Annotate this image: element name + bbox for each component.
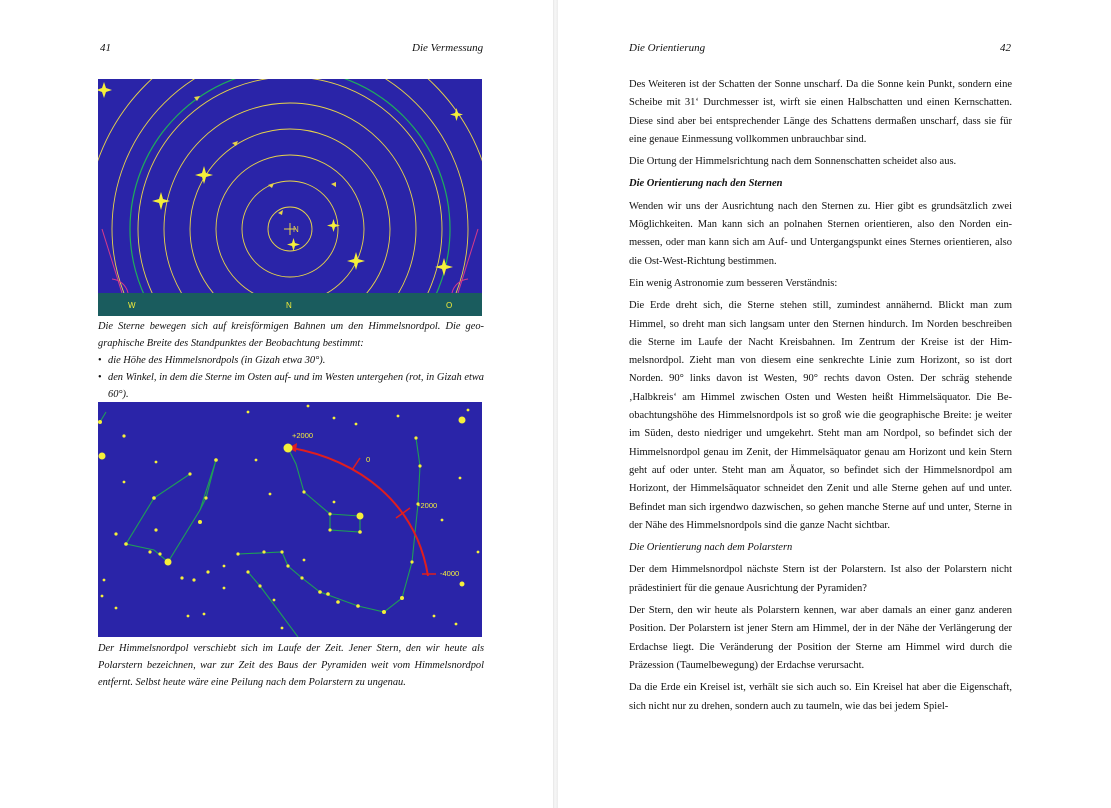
star [328, 512, 331, 515]
epoch-label: +2000 [292, 431, 314, 440]
section-subheading: Die Orientierung nach dem Polarstern [629, 542, 793, 554]
star [441, 519, 444, 522]
star [198, 520, 202, 524]
star [328, 528, 331, 531]
star [400, 596, 404, 600]
paragraph: Der Stern, den wir heute als Polarstern kennen, war aber damals an einer ganz anderen Position. Der Polarstern ist jener Stern am Himmel, der in der Nähe der Verlängerung der Erdachse liegt. Die Veränderung der Position der Sterne am Himmel wird durch die Präzession (Taumelbewegung) der Erdachse verursacht. [629, 605, 1012, 671]
star [355, 423, 358, 426]
star [467, 409, 470, 412]
paragraph: Ein wenig Astronomie zum besseren Verständnis: [629, 277, 838, 289]
star [382, 610, 386, 614]
star [223, 587, 226, 590]
star [433, 615, 436, 618]
star [397, 415, 400, 418]
paragraph: Da die Erde ein Kreisel ist, verhält sie sich auch so. Ein Kreisel hat aber die Eigenschaft, sich nicht nur zu drehen, sondern auch zu taumeln, wie das bei jedem Spiel- [629, 682, 1012, 712]
epoch-label: 0 [366, 455, 371, 464]
star [333, 417, 336, 420]
paragraph: Des Weiteren ist der Schatten der Sonne unscharf. Da die Sonne kein Punkt, sondern eine Scheibe mit 31‘ Durchmesser ist, wirft sie einen Halbschatten und einen Kernschatten. Diese sind aber bei entsprechender Länge des Schattens dermaßen unscharf, dass sie für eine genaue Einmessung vollkommen unbrauchbar sind. [629, 79, 1012, 145]
figure1-caption [98, 318, 484, 403]
star [101, 595, 104, 598]
running-title-left: Die Vermessung [412, 42, 484, 54]
star-trails-svg [98, 79, 482, 316]
star [122, 434, 125, 437]
star [280, 550, 283, 553]
star [414, 436, 417, 439]
section-heading: Die Orientierung nach den Sternen [629, 178, 783, 190]
star [455, 623, 458, 626]
star [103, 579, 106, 582]
star [115, 607, 118, 610]
star [99, 453, 106, 460]
caption-bullet: • den Winkel, in dem die Sterne im Osten auf- und im Westen untergehen (rot, in Gizah etwa 60°). [98, 369, 484, 403]
star [148, 550, 151, 553]
star [180, 576, 183, 579]
star [303, 559, 306, 562]
star [357, 513, 364, 520]
star [155, 461, 158, 464]
star [255, 459, 258, 462]
star [154, 528, 157, 531]
star [281, 627, 284, 630]
paragraph: Die Erde dreht sich, die Sterne stehen still, zumindest annähernd. Blickt man zum Himmel, so dreht man sich langsam unter den Sternen hindurch. Im Norden beschreiben die Sterne im Laufe der Nacht Kreisbahnen. Im Zentrum der Kreise ist der Himmelsnordpol. Zieht man von diesem eine senkrechte Linie zum Horizont, so ist dort Norden. 90° links davon ist Westen, 90° rechts davon Osten. Der schräg stehende ‚Halbkreis‘ am Himmel zwischen Osten und Westen heißt Himmelsäquator. Die Beobachtungshöhe des Himmelsnordpols ist so groß wie die geographische Breite: je weiter im Süden, desto niedriger und umgekehrt. Steht man am Nordpol, so befindet sich der Himmelsnordpol genau im Zenit, der Himmelsäquator genau am Horizont und kein Stern geht auf oder unter. Steht man am Äquator, so befindet sich der Himmelsnordpol am Horizont, der Himmelsäquator schneidet den Zenit und alle Sterne gehen auf und unter. Befindet man sich irgendwo dazwischen, so gehen manche Sterne auf und unter, Sterne in der Nähe des Himmelsnordpols sind die ganze Nacht sichtbar. [629, 300, 1012, 531]
star [246, 570, 249, 573]
precession-svg [98, 402, 482, 637]
star [165, 559, 172, 566]
star [158, 552, 161, 555]
figure2-caption: Der Himmelsnordpol verschiebt sich im Laufe der Zeit. Jener Stern, den wir heute als Polarstern bezeichnen, war zur Zeit des Baus der Pyramiden weit vom Himmelsnordpol entfernt. Selbst heute wäre eine Peilung nach dem Polarstern zu ungenau. [98, 643, 484, 688]
star [123, 481, 126, 484]
epoch-label: -2000 [418, 501, 438, 510]
horizon-label-east: O [446, 301, 453, 310]
paragraph: Die Ortung der Himmelsrichtung nach dem Sonnenschatten scheidet also aus. [629, 156, 957, 168]
star [460, 582, 465, 587]
star [307, 405, 310, 408]
star [333, 501, 336, 504]
star [459, 477, 462, 480]
figure1-caption-bullets [98, 352, 484, 403]
star [358, 530, 362, 534]
star [284, 444, 293, 453]
star [262, 550, 265, 553]
star [269, 493, 272, 496]
precession-figure [98, 402, 482, 637]
figure1-caption-intro: Die Sterne bewegen sich auf kreisförmigen Bahnen um den Himmelsnordpol. Die geographische Breite des Standpunktes der Beobachtung bestimmt: [98, 321, 484, 349]
pole-label: N [293, 225, 299, 234]
sky-background [98, 79, 482, 293]
horizon-label-west: W [128, 301, 136, 310]
star [410, 560, 413, 563]
star [236, 552, 239, 555]
page-number-right: 42 [1000, 42, 1011, 54]
paragraph: Der dem Himmelsnordpol nächste Stern ist der Polarstern. Ist also der Polarstern nicht prädestiniert für die genaue Ausrichtung der Pyramiden? [629, 564, 1012, 594]
running-title-right: Die Orientierung [629, 42, 706, 54]
star [203, 613, 206, 616]
horizon-label-north: N [286, 301, 292, 310]
star [318, 590, 322, 594]
star [187, 615, 190, 618]
star [114, 532, 117, 535]
star [214, 458, 218, 462]
star [302, 490, 305, 493]
caption-bullet: • die Höhe des Himmelsnordpols (in Gizah etwa 30°). [98, 352, 484, 369]
star [273, 599, 276, 602]
star [418, 464, 421, 467]
star-trails-figure [98, 79, 482, 316]
star [206, 570, 209, 573]
epoch-label: -4000 [440, 569, 460, 578]
page-number-left: 41 [100, 42, 111, 54]
star [459, 417, 466, 424]
star [336, 600, 340, 604]
star [326, 592, 330, 596]
star [98, 420, 102, 424]
paragraph: Wenden wir uns der Ausrichtung nach den Sternen zu. Hier gibt es grundsätzlich zwei Möglichkeiten. Man kann sich an polnahen Sternen orientieren, also den Norden einmessen, oder man kann sich am Auf- und Untergangspunkt eines Sternes orientieren, also die Ost-West-Richtung bestimmen. [629, 200, 1012, 267]
star [223, 565, 226, 568]
star [300, 576, 303, 579]
star [152, 496, 156, 500]
star [188, 472, 191, 475]
star [356, 604, 360, 608]
star [286, 564, 289, 567]
star [247, 411, 250, 414]
star [192, 578, 195, 581]
body-text [629, 76, 1012, 720]
sky-background [98, 402, 482, 637]
star [124, 542, 128, 546]
star [204, 496, 207, 499]
star [477, 551, 480, 554]
star [258, 584, 261, 587]
